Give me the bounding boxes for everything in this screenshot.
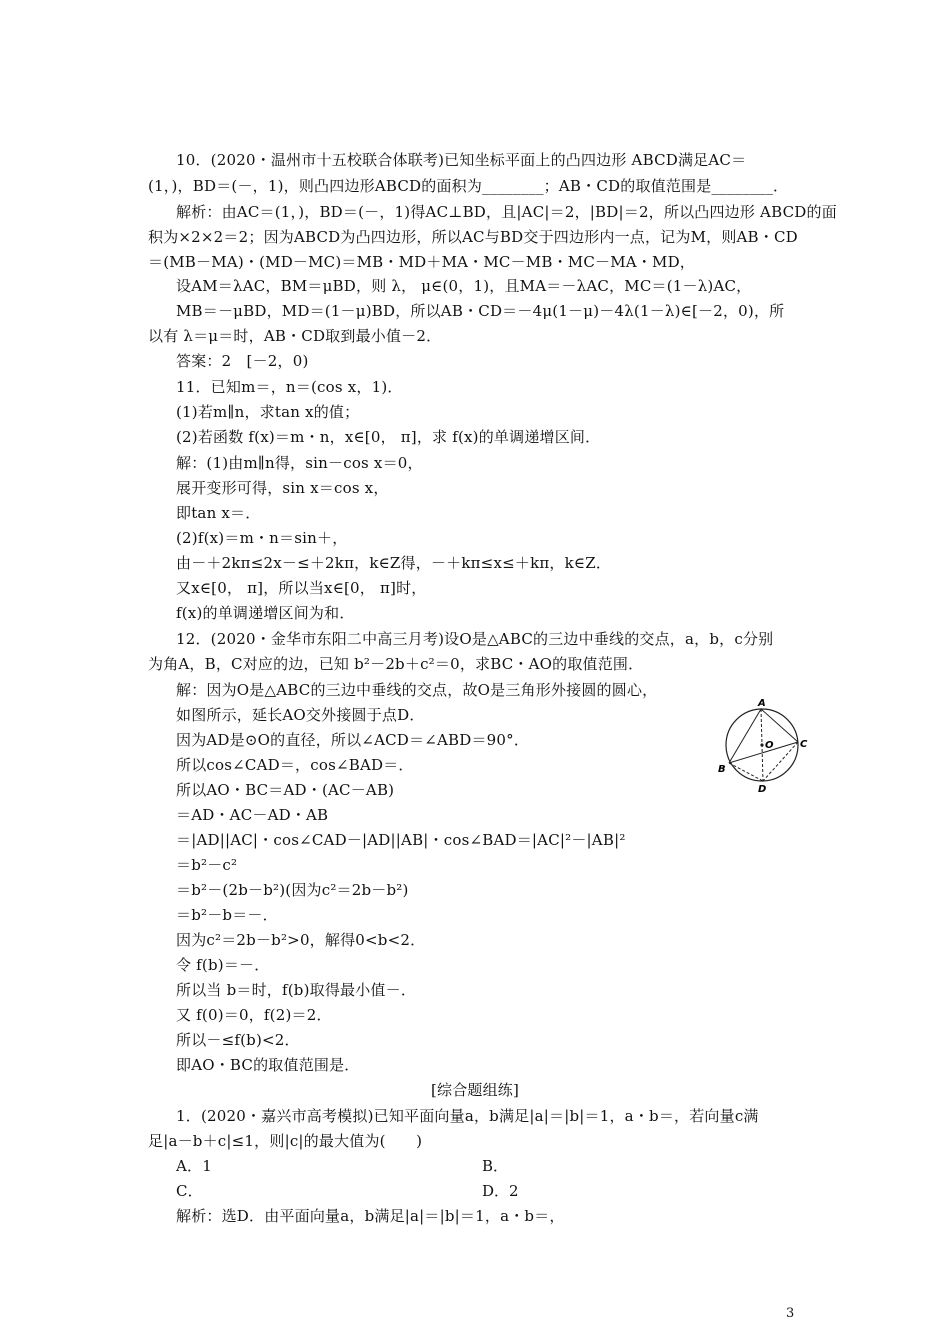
solution-10-line-2: 积为×2×2＝2；因为ABCD为凸四边形，所以AC与BD交于四边形内一点，记为M，则AB・CD	[148, 228, 798, 246]
solution-11-line-4: (2)f(x)＝m・n＝sin＋，	[176, 529, 348, 547]
solution-12-line-16: 即AO・BC的取值范围是．	[176, 1056, 360, 1074]
solution-12-line-1: 解：因为O是△ABC的三边中垂线的交点，故O是三角形外接圆的圆心，	[176, 681, 658, 699]
page-number: 3	[786, 1306, 795, 1321]
problem-12-line-2: 为角A，B，C对应的边，已知 b²－2b＋c²＝0，求BC・AO的取值范围．	[148, 655, 644, 673]
answer-10: 答案：2 [－2，0)	[176, 352, 309, 370]
solution-12-line-11: 因为c²＝2b－b²>0，解得0<b<2．	[176, 931, 426, 949]
problem-11-part-2: (2)若函数 f(x)＝m・n，x∈[0， π]，求 f(x)的单调递增区间．	[176, 428, 601, 446]
solution-10-line-1: 解析：由AC＝(1，)，BD＝(－，1)得AC⊥BD，且|AC|＝2，|BD|＝2，所以凸四边形 ABCD的面	[176, 203, 837, 221]
solution-12-line-5: 所以AO・BC＝AD・(AC－AB)	[176, 781, 395, 799]
solution-12-line-13: 所以当 b＝时，f(b)取得最小值－．	[176, 981, 417, 999]
solution-12-line-10: ＝b²－b＝－．	[176, 906, 278, 924]
solution-11-line-3: 即tan x＝．	[176, 504, 261, 522]
solution-11-line-2: 展开变形可得，sin x＝cos x，	[176, 479, 389, 497]
exercise-1-solution: 解析：选D．由平面向量a，b满足|a|＝|b|＝1，a・b＝，	[176, 1207, 565, 1225]
label-b: B	[718, 764, 726, 775]
solution-12-line-15: 所以－≤f(b)<2．	[176, 1031, 300, 1049]
solution-10-line-5: MB＝－μBD，MD＝(1－μ)BD，所以AB・CD＝－4μ(1－μ)－4λ(1－λ)∈[－2，0)，所	[176, 302, 785, 320]
solution-12-line-3: 因为AD是⊙O的直径，所以∠ACD＝∠ABD＝90°．	[176, 731, 530, 749]
label-a: A	[758, 698, 766, 709]
solution-10-line-6: 以有 λ＝μ＝时，AB・CD取到最小值－2．	[148, 327, 442, 345]
solution-11-line-5: 由－＋2kπ≤2x－≤＋2kπ，k∈Z得，－＋kπ≤x≤＋kπ，k∈Z．	[176, 554, 612, 572]
option-a: A．1	[176, 1157, 212, 1175]
solution-12-line-2: 如图所示，延长AO交外接圆于点D．	[176, 706, 425, 724]
solution-12-line-14: 又 f(0)＝0，f(2)＝2．	[176, 1006, 332, 1024]
option-c: C．	[176, 1182, 203, 1200]
section-heading: [综合题组练]	[430, 1081, 520, 1099]
problem-10-line-1: 10．(2020・温州市十五校联合体联考)已知坐标平面上的凸四边形 ABCD满足AC＝	[176, 151, 747, 169]
label-d: D	[758, 784, 767, 795]
solution-12-line-9: ＝b²－(2b－b²)(因为c²＝2b－b²)	[176, 881, 409, 899]
label-c: C	[800, 739, 808, 750]
solution-12-line-4: 所以cos∠CAD＝，cos∠BAD＝．	[176, 756, 414, 774]
exercise-1-line-1: 1．(2020・嘉兴市高考模拟)已知平面向量a，b满足|a|＝|b|＝1，a・b＝，若向量c满	[176, 1107, 759, 1125]
circumcircle-diagram	[718, 700, 812, 794]
solution-11-line-1: 解：(1)由m∥n得，sin－cos x＝0，	[176, 454, 423, 472]
problem-12-line-1: 12．(2020・金华市东阳二中高三月考)设O是△ABC的三边中垂线的交点，a，b，c分别	[176, 630, 774, 648]
option-b: B．	[482, 1157, 509, 1175]
problem-10-line-2: (1，)，BD＝(－，1)，则凸四边形ABCD的面积为________；AB・CD的取值范围是________．	[148, 177, 789, 195]
solution-12-line-7: ＝|AD||AC|・cos∠CAD－|AD||AB|・cos∠BAD＝|AC|²－|AB|²	[176, 831, 626, 849]
problem-11-part-1: (1)若m∥n，求tan x的值；	[176, 403, 360, 421]
segment-bd	[729, 763, 763, 781]
solution-10-line-3: ＝(MB－MA)・(MD－MC)＝MB・MD＋MA・MC－MB・MC－MA・MD，	[148, 253, 695, 271]
exercise-1-line-2: 足|a－b＋c|≤1，则|c|的最大值为( )	[148, 1132, 423, 1150]
problem-11-line-1: 11．已知m＝，n＝(cos x，1)．	[176, 378, 403, 396]
option-d: D．2	[482, 1182, 519, 1200]
solution-12-line-6: ＝AD・AC－AD・AB	[176, 806, 329, 824]
circumcircle-figure	[718, 700, 812, 794]
solution-12-line-12: 令 f(b)＝－．	[176, 956, 270, 974]
solution-12-line-8: ＝b²－c²	[176, 856, 238, 874]
solution-11-line-7: f(x)的单调递增区间为和．	[176, 604, 355, 622]
center-point	[760, 743, 763, 746]
label-o: O	[765, 740, 774, 751]
solution-11-line-6: 又x∈[0， π]，所以当x∈[0， π]时，	[176, 579, 427, 597]
solution-10-line-4: 设AM＝λAC，BM＝μBD，则 λ， μ∈(0，1)，且MA＝－λAC，MC＝(1－λ)AC，	[176, 277, 752, 295]
